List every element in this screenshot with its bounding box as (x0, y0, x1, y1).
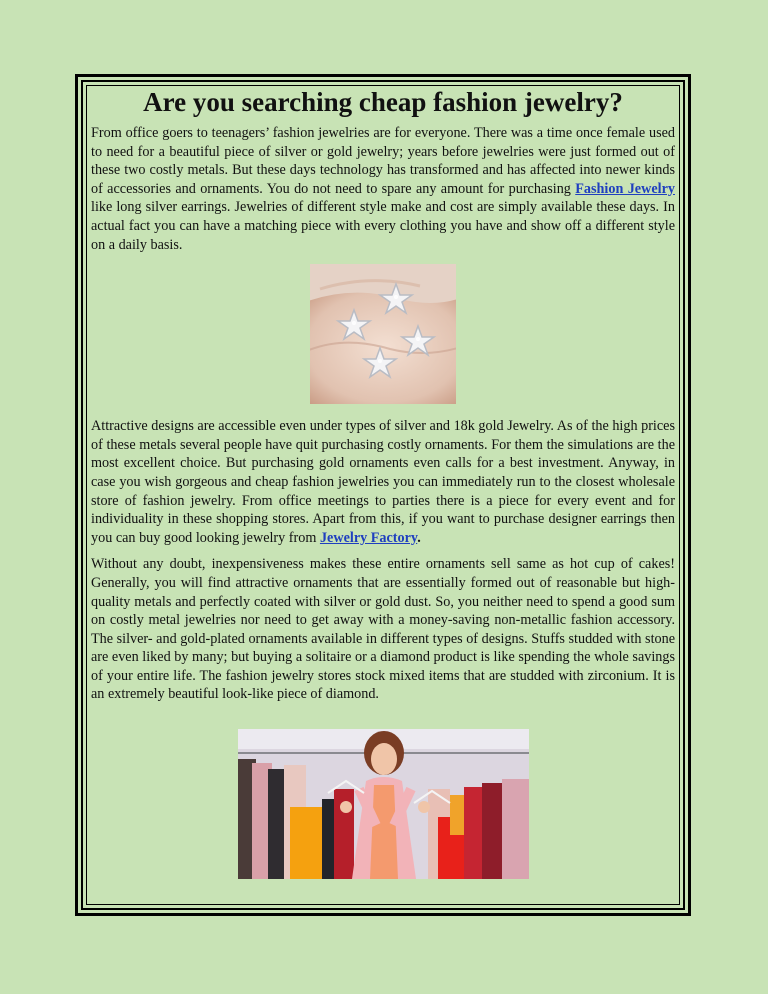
paragraph-designs-text-after: . (417, 529, 421, 546)
paragraph-inexpensiveness: Without any doubt, inexpensiveness makes these entire ornaments sell same as hot cup of cakes! Generally, you will find attractive ornaments that are essentially formed out of reasonable but high-quality metals and perfectly coated with silver or gold dust. So, you neither need to spend a good sum on costly metal jewelries nor need to get away with a money-saving non-metallic fashion accessory. The silver- and gold-plated ornaments available in different types of designs. Stuffs studded with stone are even liked by many; but buying a solitaire or a diamond product is like spending the whole savings of your entire life. The fashion jewelry stores stock mixed items that are studded with zirconium. It is an extremely beautiful look-like piece of diamond. (91, 556, 675, 703)
paragraph-designs (91, 417, 675, 547)
paragraph-intro-text-before: From office goers to teenagers’ fashion jewelries are for everyone. There was a time once female used to need for a beautiful piece of silver or gold jewelry; years before jewelries were just formed out of these two costly metals. But these days technology has transformed and has affected into newer kinds of accessories and ornaments. You do not need to spare any amount for purchasing (91, 125, 675, 197)
jewelry-factory-link[interactable]: Jewelry Factory (319, 529, 418, 546)
article-title: Are you searching cheap fashion jewelry? (143, 87, 623, 117)
star-earrings-illustration (310, 264, 456, 404)
shopping-woman-photo (238, 729, 529, 879)
star-earrings-photo (310, 264, 456, 404)
fashion-jewelry-link[interactable]: Fashion Jewelry (575, 180, 675, 197)
paragraph-designs-text-before: Attractive designs are accessible even under types of silver and 18k gold Jewelry. As of the high prices of these metals several people have quit purchasing costly ornaments. For them the simulations are the most excellent choice. But purchasing gold ornaments even calls for a best investment. Anyway, in case you wish gorgeous and cheap fashion jewelries you can immediately run to the closest wholesale store of fashion jewelry. From office meetings to parties there is a piece for every event and for individuality in these shopping stores. Apart from this, if you want to purchase designer earrings then you can buy good looking jewelry from (91, 418, 675, 546)
article-body (91, 86, 675, 704)
clothing-rack-illustration (238, 729, 529, 879)
paragraph-intro-text-after: like long silver earrings. Jewelries of different style make and cost are simply available these days. In actual fact you can have a matching piece with every clothing you have and show off a different style on a daily basis. (91, 199, 675, 253)
paragraph-intro (91, 124, 675, 254)
